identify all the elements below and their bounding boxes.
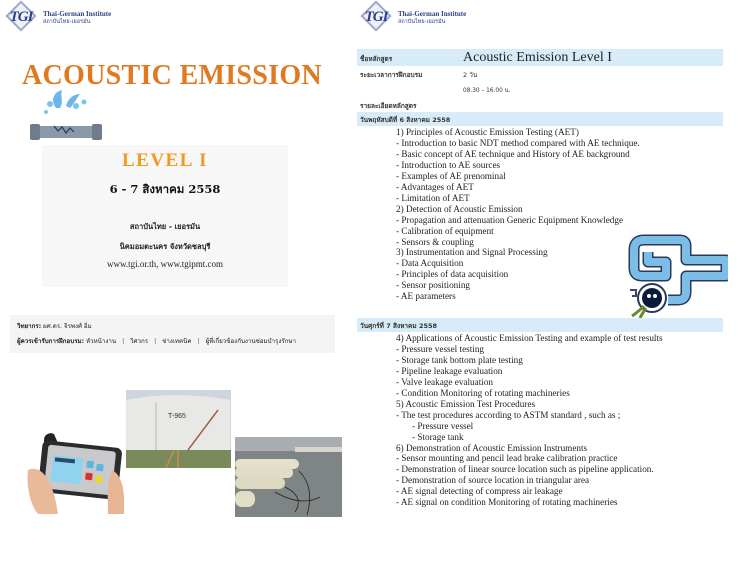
audience-item: ผู้ที่เกี่ยวข้องกับงานซ่อมบำรุงรักษา xyxy=(205,338,296,345)
brochure-title: ACOUSTIC EMISSION xyxy=(22,60,322,91)
topic-item: - Limitation of AET xyxy=(396,192,470,203)
course-name-label: ชื่อหลักสูตร xyxy=(360,55,393,63)
website-links: www.tgi.or.th, www.tgipmt.com xyxy=(106,259,224,269)
pressure-vessels-photo xyxy=(235,437,342,517)
topic-heading: 2) Detection of Acoustic Emission xyxy=(396,203,523,214)
course-name: Acoustic Emission Level I xyxy=(463,50,612,65)
duration-days: 2 วัน xyxy=(463,71,478,79)
topic-item: - Basic concept of AE technique and History of AE background xyxy=(396,148,630,159)
topic-item: - Sensor positioning xyxy=(396,280,471,291)
audience-separator: | xyxy=(197,338,200,345)
topic-item: - Data Acquisition xyxy=(396,258,464,269)
topic-item: - AE signal detecting of compress air leakage xyxy=(396,486,563,497)
topic-item: - Valve leakage evaluation xyxy=(396,376,494,387)
topic-item: - Sensors & coupling xyxy=(396,236,474,247)
instructor-label: วิทยากร: xyxy=(17,323,42,330)
audience-separator: | xyxy=(154,338,157,345)
ae-handheld-device-photo xyxy=(24,430,126,517)
logo-mark-text: TGI xyxy=(364,9,388,25)
topic-heading: 5) Acoustic Emission Test Procedures xyxy=(396,398,536,409)
day1-date-label: วันพฤหัสบดีที่ 6 สิงหาคม 2558 xyxy=(360,116,451,124)
topic-item: - Demonstration of linear source location such as pipeline application. xyxy=(396,464,654,475)
day1-topic-list xyxy=(396,127,640,302)
topic-item: - Propagation and attenuation Generic Equipment Knowledge xyxy=(396,214,624,225)
topic-item: - Demonstration of source location in triangular area xyxy=(396,475,590,486)
instructor-row xyxy=(17,319,328,334)
institute-name: สถาบันไทย - เยอรมัน xyxy=(129,222,201,231)
topic-heading: 4) Applications of Acoustic Emission Testing and example of test results xyxy=(396,333,663,343)
audience-item: ช่างเทคนิค xyxy=(162,338,192,345)
topic-item: - Calibration of equipment xyxy=(396,225,494,236)
tgi-logo-mark xyxy=(359,3,393,33)
topic-item: - The test procedures according to ASTM standard , such as ; xyxy=(396,409,621,420)
course-level: LEVEL I xyxy=(121,150,208,171)
topic-heading: 3) Instrumentation and Signal Processing xyxy=(396,247,548,258)
topic-item: - Introduction to AE sources xyxy=(396,159,501,170)
topic-heading: 1) Principles of Acoustic Emission Testing (AET) xyxy=(396,127,579,137)
pipe-leak-cartoon-illustration xyxy=(620,232,728,318)
topic-heading: 6) Demonstration of Acoustic Emission Instruments xyxy=(396,442,588,453)
tgi-logo xyxy=(4,3,111,33)
tgi-logo-mark xyxy=(4,3,38,33)
topic-item: - Pipeline leakage evaluation xyxy=(396,365,503,376)
logo-name-en: Thai-German Institute xyxy=(43,10,112,18)
svg-text:T-965: T-965 xyxy=(168,413,186,420)
logo-name-th: สถาบันไทย-เยอรมัน xyxy=(398,19,446,25)
topic-item: - Advantages of AET xyxy=(396,181,474,192)
topic-item: - AE parameters xyxy=(396,291,456,302)
topic-item: - Condition Monitoring of rotating machineries xyxy=(396,387,570,398)
audience-item: หัวหน้างาน xyxy=(86,338,117,345)
audience-row xyxy=(17,334,328,349)
topic-subitem: - Pressure vessel xyxy=(412,420,474,431)
instructor-name: ผศ.ดร. จิรพงศ์ อิ่ม xyxy=(43,323,92,330)
audience-label: ผู้ควรเข้ารับการฝึกอบรม: xyxy=(17,338,85,345)
logo-name-th: สถาบันไทย-เยอรมัน xyxy=(43,19,91,25)
topic-item: - Pressure vessel testing xyxy=(396,343,485,354)
audience-item: วิศวกร xyxy=(130,338,149,345)
course-details-label: รายละเอียดหลักสูตร xyxy=(360,102,417,110)
topic-item: - Examples of AE prenominal xyxy=(396,170,506,181)
leaking-pipe-illustration xyxy=(26,86,106,146)
day2-topic-list xyxy=(396,333,663,508)
topic-item: - Introduction to basic NDT method compared with AE technique. xyxy=(396,137,640,148)
course-location: นิคมอมตะนคร จังหวัดชลบุรี xyxy=(119,242,211,251)
logo-mark-text: TGI xyxy=(9,9,33,25)
course-summary-box xyxy=(42,145,288,287)
topic-item: - Sensor mounting and pencil lead brake calibration practice xyxy=(396,453,618,464)
tgi-logo xyxy=(359,3,466,33)
topic-item: - Principles of data acquisition xyxy=(396,269,509,280)
topic-subitem: - Storage tank xyxy=(412,431,464,442)
topic-item: - Storage tank bottom plate testing xyxy=(396,354,523,365)
day2-date-label: วันศุกร์ที่ 7 สิงหาคม 2558 xyxy=(360,322,438,330)
course-date: 6 - 7 สิงหาคม 2558 xyxy=(109,182,221,196)
logo-name-en: Thai-German Institute xyxy=(398,10,467,18)
instructor-audience-box xyxy=(10,315,335,353)
audience-separator: | xyxy=(122,338,125,345)
duration-label: ระยะเวลาการฝึกอบรม xyxy=(360,71,423,79)
storage-tank-photo xyxy=(126,390,231,468)
topic-item: - AE signal on condition Monitoring of rotating machineries xyxy=(396,497,618,508)
duration-time: 08.30 – 16.00 น. xyxy=(463,88,511,94)
